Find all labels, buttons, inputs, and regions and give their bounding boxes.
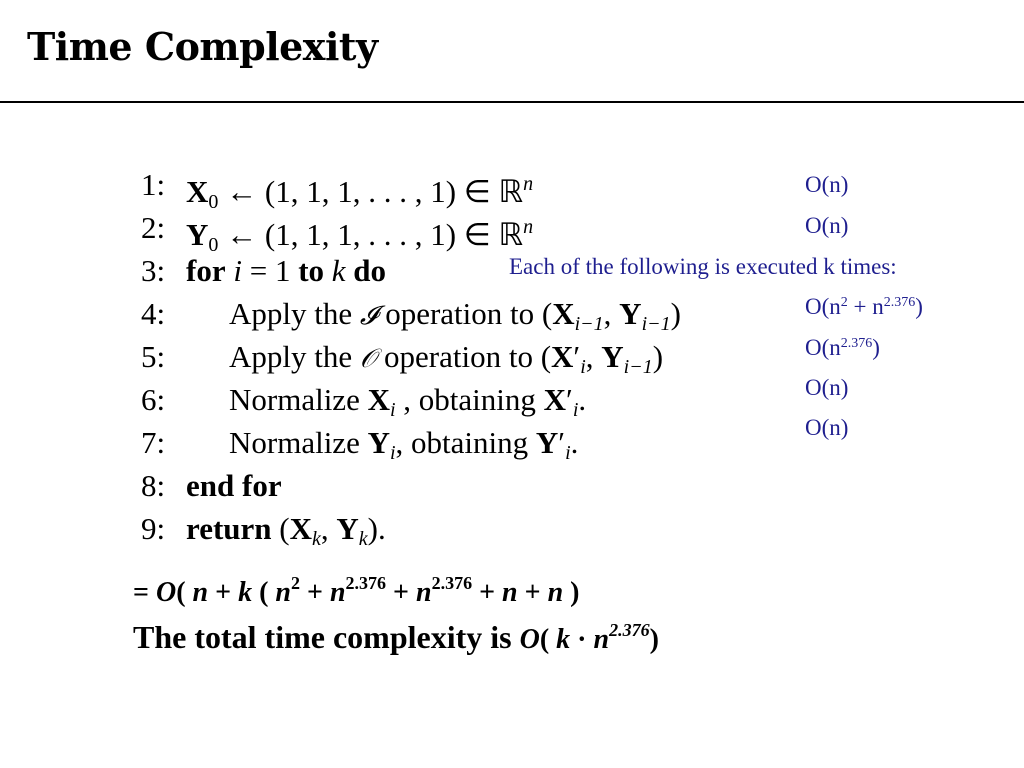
operator-i: 𝓘 bbox=[359, 301, 378, 331]
keyword-end-for: end for bbox=[186, 468, 282, 503]
ones-vector: (1, 1, 1, . . . , 1) ∈ ℝ bbox=[264, 217, 524, 252]
line-number: 6: bbox=[141, 382, 166, 417]
keyword-to: to bbox=[298, 253, 325, 288]
line-number: 8: bbox=[141, 468, 166, 503]
complexity-sum-equation: = O( n + k ( $n^2 + n^{2.376} + n^{2.376} + n + n$ ) bbox=[133, 573, 580, 608]
keyword-for: for bbox=[186, 253, 226, 288]
ones-vector: (1, 1, 1, . . . , 1) ∈ ℝ bbox=[264, 174, 524, 209]
total-complexity-statement: The total time complexity is O( $k \cdot n^{2.376}$) bbox=[133, 619, 659, 655]
complexity-line-6: O(n) bbox=[805, 375, 849, 400]
line-number: 9: bbox=[141, 511, 166, 546]
operator-o: 𝒪 bbox=[359, 344, 377, 374]
loop-note: Each of the following is executed k times: bbox=[509, 254, 897, 279]
slide-title: Time Complexity bbox=[27, 24, 378, 69]
complexity-line-7: O(n) bbox=[805, 415, 849, 440]
var-x: X bbox=[186, 174, 209, 209]
line-number: 5: bbox=[141, 339, 166, 374]
keyword-return: return bbox=[186, 511, 272, 546]
complexity-line-2: O(n) bbox=[805, 213, 849, 238]
keyword-do: do bbox=[353, 253, 387, 288]
title-divider bbox=[0, 101, 1024, 103]
line-number: 2: bbox=[141, 210, 166, 245]
line-number: 4: bbox=[141, 296, 166, 331]
line-number: 3: bbox=[141, 253, 166, 288]
line-number: 7: bbox=[141, 425, 166, 460]
complexity-line-4: $O(n^2 + n^{2.376})$ bbox=[805, 294, 923, 319]
complexity-line-5: $O(n^{2.376})$ bbox=[805, 335, 880, 360]
var-y: Y bbox=[186, 217, 209, 252]
complexity-line-1: O(n) bbox=[805, 172, 849, 197]
line-number: 1: bbox=[141, 167, 166, 202]
